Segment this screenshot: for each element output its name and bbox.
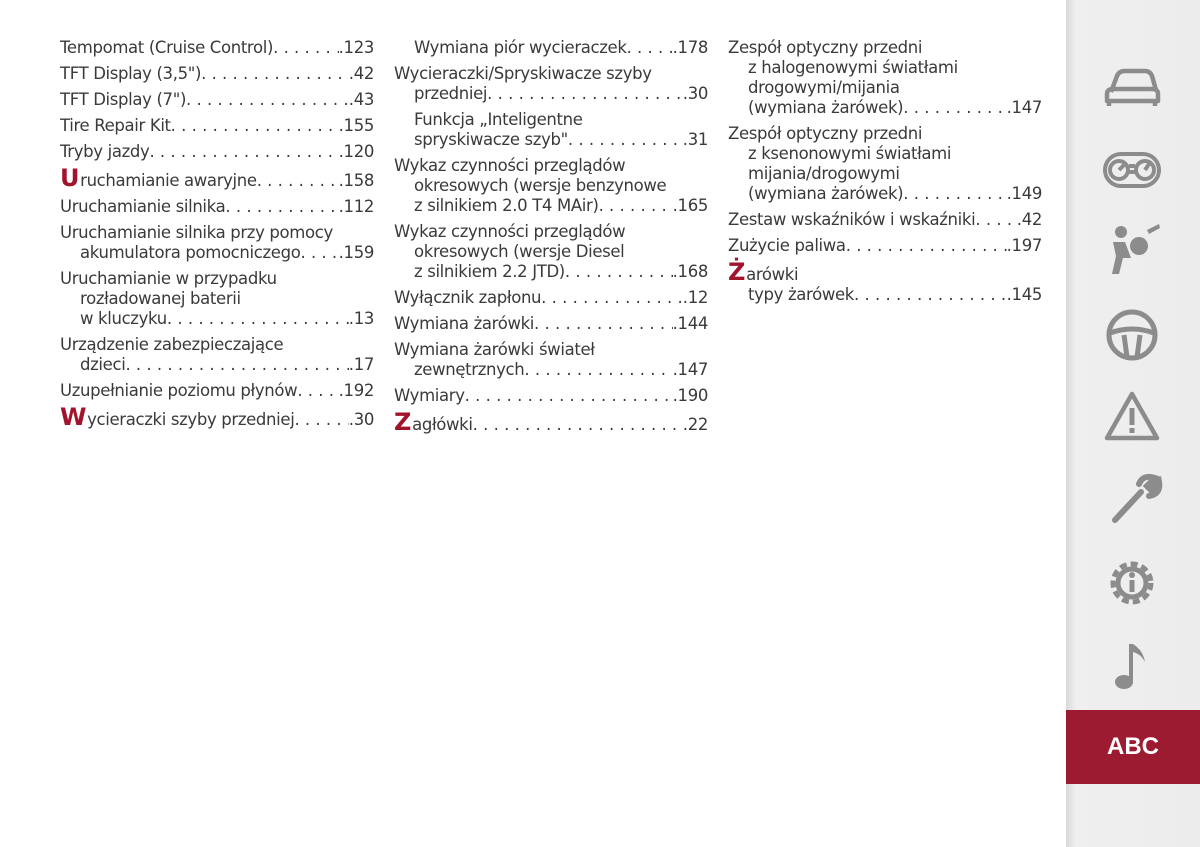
index-entry xyxy=(60,335,374,375)
page-number[interactable]: .13 xyxy=(348,309,374,328)
page-number[interactable]: .30 xyxy=(348,410,374,429)
page-number[interactable]: .123 xyxy=(338,38,374,57)
index-term: Zespół optyczny przedni xyxy=(728,124,923,143)
index-term: drogowymi/mijania xyxy=(748,78,900,97)
page-number[interactable]: .178 xyxy=(672,38,708,57)
dot-leader xyxy=(534,314,673,334)
page-number[interactable]: .22 xyxy=(682,415,708,434)
dot-leader xyxy=(465,386,673,406)
dot-leader xyxy=(473,415,683,435)
index-term: Urządzenie zabezpieczające xyxy=(60,335,284,354)
index-term: okresowych (wersje benzynowe xyxy=(414,176,667,195)
index-term: Zespół optyczny przedni xyxy=(728,38,923,57)
index-entry-line xyxy=(60,38,374,58)
info-gear-icon[interactable] xyxy=(1097,553,1167,613)
index-term: Uzupełnianie poziomu płynów xyxy=(60,381,298,400)
page-number[interactable]: .149 xyxy=(1006,184,1042,203)
page-number[interactable]: .190 xyxy=(672,386,708,405)
dot-leader xyxy=(167,309,349,329)
index-entry xyxy=(60,164,374,192)
index-entry-line xyxy=(728,38,1042,58)
index-entry-line xyxy=(394,314,708,334)
index-term: arówki xyxy=(746,265,799,284)
index-entry-line xyxy=(394,84,708,104)
page-number[interactable]: .158 xyxy=(338,171,374,190)
index-entry xyxy=(394,156,708,216)
section-letter: U xyxy=(60,164,80,192)
index-entry-line xyxy=(394,340,708,360)
index-entry xyxy=(60,116,374,136)
index-entry-line xyxy=(60,197,374,217)
index-entry-line xyxy=(728,58,1042,78)
index-entry xyxy=(728,38,1042,118)
index-entry-line xyxy=(60,164,374,192)
index-entry-line xyxy=(60,269,374,289)
index-entry-line xyxy=(728,124,1042,144)
index-term: Wycieraczki/Spryskiwacze szyby xyxy=(394,64,652,83)
index-entry-line xyxy=(60,223,374,243)
index-entry xyxy=(60,223,374,263)
index-entry-line xyxy=(394,64,708,84)
index-entry xyxy=(394,222,708,282)
page-number[interactable]: .112 xyxy=(338,197,374,216)
dot-leader xyxy=(186,90,349,110)
index-entry-line xyxy=(728,285,1042,305)
section-letter: W xyxy=(60,403,87,431)
index-entry-line xyxy=(728,184,1042,204)
index-entry-line xyxy=(394,262,708,282)
index-entry-line xyxy=(728,236,1042,256)
index-entry xyxy=(394,408,708,436)
index-entry-line xyxy=(60,116,374,136)
dot-leader xyxy=(541,288,683,308)
index-entry-line xyxy=(60,142,374,162)
index-entry-line xyxy=(394,242,708,262)
dot-leader xyxy=(171,116,339,136)
index-entry xyxy=(394,386,708,406)
index-entry xyxy=(394,314,708,334)
index-term: z halogenowymi światłami xyxy=(748,58,958,77)
index-term: TFT Display (3,5") xyxy=(60,64,202,83)
index-term: Wyłącznik zapłonu xyxy=(394,288,542,307)
index-term: Tryby jazdy xyxy=(60,142,150,161)
page-number[interactable]: .30 xyxy=(682,84,708,103)
index-term: Tempomat (Cruise Control) xyxy=(60,38,274,57)
index-entry xyxy=(728,258,1042,305)
index-term: w kluczyku xyxy=(80,309,167,328)
dot-leader xyxy=(565,262,673,282)
index-entry-line xyxy=(60,403,374,431)
section-letter: Z xyxy=(394,408,412,436)
index-term: Uruchamianie silnika xyxy=(60,197,226,216)
index-term: Wymiana żarówki xyxy=(394,314,535,333)
dot-leader xyxy=(273,38,339,58)
index-entry xyxy=(60,90,374,110)
dot-leader xyxy=(294,410,348,430)
index-term: Wykaz czynności przeglądów xyxy=(394,222,626,241)
index-entry xyxy=(60,38,374,58)
page-number[interactable]: .155 xyxy=(338,116,374,135)
dot-leader xyxy=(257,171,339,191)
index-entry-line xyxy=(394,110,708,130)
page-number[interactable]: .120 xyxy=(338,142,374,161)
dot-leader xyxy=(201,64,349,84)
index-entry xyxy=(728,124,1042,204)
index-entry-line xyxy=(394,130,708,150)
index-entry-line xyxy=(728,78,1042,98)
index-entry-line xyxy=(60,381,374,401)
index-term: rozładowanej baterii xyxy=(80,289,241,308)
page-number[interactable]: .168 xyxy=(672,262,708,281)
index-entry-line xyxy=(394,176,708,196)
index-term: TFT Display (7") xyxy=(60,90,187,109)
index-entry xyxy=(728,210,1042,230)
dot-leader xyxy=(487,84,683,104)
index-entry xyxy=(60,197,374,217)
dot-leader xyxy=(599,196,673,216)
index-term: z silnikiem 2.2 JTD) xyxy=(414,262,565,281)
index-term: (wymiana żarówek) xyxy=(748,98,904,117)
page-number[interactable]: .43 xyxy=(348,90,374,109)
index-term: Wymiana żarówki świateł xyxy=(394,340,595,359)
index-entry-line xyxy=(60,355,374,375)
index-entry-line xyxy=(394,156,708,176)
dashboard-gauges-icon[interactable] xyxy=(1097,140,1167,200)
index-term: Funkcja „Inteligentne xyxy=(414,110,583,129)
index-entry xyxy=(60,381,374,401)
index-entry xyxy=(60,403,374,431)
index-term: Zestaw wskaźników i wskaźniki xyxy=(728,210,976,229)
page-number[interactable]: .145 xyxy=(1006,285,1042,304)
index-entry-line xyxy=(60,243,374,263)
dot-leader xyxy=(149,142,338,162)
page-number[interactable]: .17 xyxy=(348,355,374,374)
index-entry-line xyxy=(394,360,708,380)
index-term: z ksenonowymi światłami xyxy=(748,144,952,163)
index-term: Uruchamianie silnika przy pomocy xyxy=(60,223,333,242)
index-entry-line xyxy=(394,196,708,216)
dot-leader xyxy=(300,243,338,263)
page-number[interactable]: .12 xyxy=(682,288,708,307)
wrench-icon[interactable] xyxy=(1097,470,1167,530)
index-entry-line xyxy=(728,98,1042,118)
index-entry-line xyxy=(60,64,374,84)
index-entry-line xyxy=(60,309,374,329)
index-entry xyxy=(60,142,374,162)
steering-wheel-icon[interactable] xyxy=(1097,305,1167,365)
page-number[interactable]: .31 xyxy=(682,130,708,149)
dot-leader xyxy=(297,381,338,401)
page-number[interactable]: .42 xyxy=(348,64,374,83)
dot-leader xyxy=(524,360,672,380)
index-entry-line xyxy=(728,144,1042,164)
index-entry-line xyxy=(60,335,374,355)
index-term: akumulatora pomocniczego xyxy=(80,243,301,262)
index-entry xyxy=(728,236,1042,256)
index-entry-line xyxy=(728,258,1042,286)
index-term: Uruchamianie w przypadku xyxy=(60,269,277,288)
index-term: dzieci xyxy=(80,355,126,374)
index-entry xyxy=(394,288,708,308)
index-column-1 xyxy=(60,38,374,436)
page-number[interactable]: .197 xyxy=(1006,236,1042,255)
index-term: Wymiary xyxy=(394,386,465,405)
index-entry xyxy=(60,269,374,329)
index-term: ycieraczki szyby przedniej xyxy=(87,410,295,429)
index-entry-line xyxy=(394,222,708,242)
index-column-3 xyxy=(728,38,1042,311)
index-entry-line xyxy=(394,288,708,308)
index-entry xyxy=(394,340,708,380)
page-number[interactable]: .159 xyxy=(338,243,374,262)
index-entry xyxy=(394,38,708,58)
index-term: Zużycie paliwa xyxy=(728,236,846,255)
airbag-safety-icon[interactable] xyxy=(1097,220,1167,280)
dot-leader xyxy=(125,355,348,375)
index-term: Tire Repair Kit xyxy=(60,116,171,135)
dot-leader xyxy=(903,184,1006,204)
index-entry-line xyxy=(60,289,374,309)
index-term: agłówki xyxy=(412,415,473,434)
index-column-2 xyxy=(394,38,708,441)
dot-leader xyxy=(568,130,683,150)
dot-leader xyxy=(975,210,1016,230)
page-number[interactable]: .165 xyxy=(672,196,708,215)
dot-leader xyxy=(846,236,1007,256)
index-term: ruchamianie awaryjne xyxy=(80,171,257,190)
index-term: mijania/drogowymi xyxy=(748,164,900,183)
index-term: zewnętrznych xyxy=(414,360,525,379)
music-note-icon[interactable] xyxy=(1097,636,1167,696)
index-entry xyxy=(60,64,374,84)
index-term: Wykaz czynności przeglądów xyxy=(394,156,626,175)
page-number[interactable]: .144 xyxy=(672,314,708,333)
index-term: (wymiana żarówek) xyxy=(748,184,904,203)
index-entry-line xyxy=(394,38,708,58)
index-entry xyxy=(394,110,708,150)
index-term: przedniej xyxy=(414,84,488,103)
index-entry-line xyxy=(394,386,708,406)
index-term: typy żarówek xyxy=(748,285,855,304)
page-number[interactable]: .147 xyxy=(672,360,708,379)
section-letter: Ż xyxy=(728,258,746,286)
dot-leader xyxy=(627,38,673,58)
page-number[interactable]: .42 xyxy=(1016,210,1042,229)
warning-triangle-icon[interactable] xyxy=(1097,388,1167,448)
dot-leader xyxy=(225,197,338,217)
index-entry-line xyxy=(394,408,708,436)
dot-leader xyxy=(903,98,1006,118)
page-number[interactable]: .147 xyxy=(1006,98,1042,117)
index-term: z silnikiem 2.0 T4 MAir) xyxy=(414,196,599,215)
dot-leader xyxy=(854,285,1007,305)
page-number[interactable]: .192 xyxy=(338,381,374,400)
index-entry xyxy=(394,64,708,104)
index-term: spryskiwacze szyb" xyxy=(414,130,568,149)
index-entry-line xyxy=(60,90,374,110)
car-icon[interactable] xyxy=(1097,56,1167,116)
index-entry-line xyxy=(728,164,1042,184)
index-entry-line xyxy=(728,210,1042,230)
index-term: Wymiana piór wycieraczek xyxy=(414,38,627,57)
abc-index-tab[interactable]: ABC xyxy=(1066,710,1200,784)
index-term: okresowych (wersje Diesel xyxy=(414,242,625,261)
